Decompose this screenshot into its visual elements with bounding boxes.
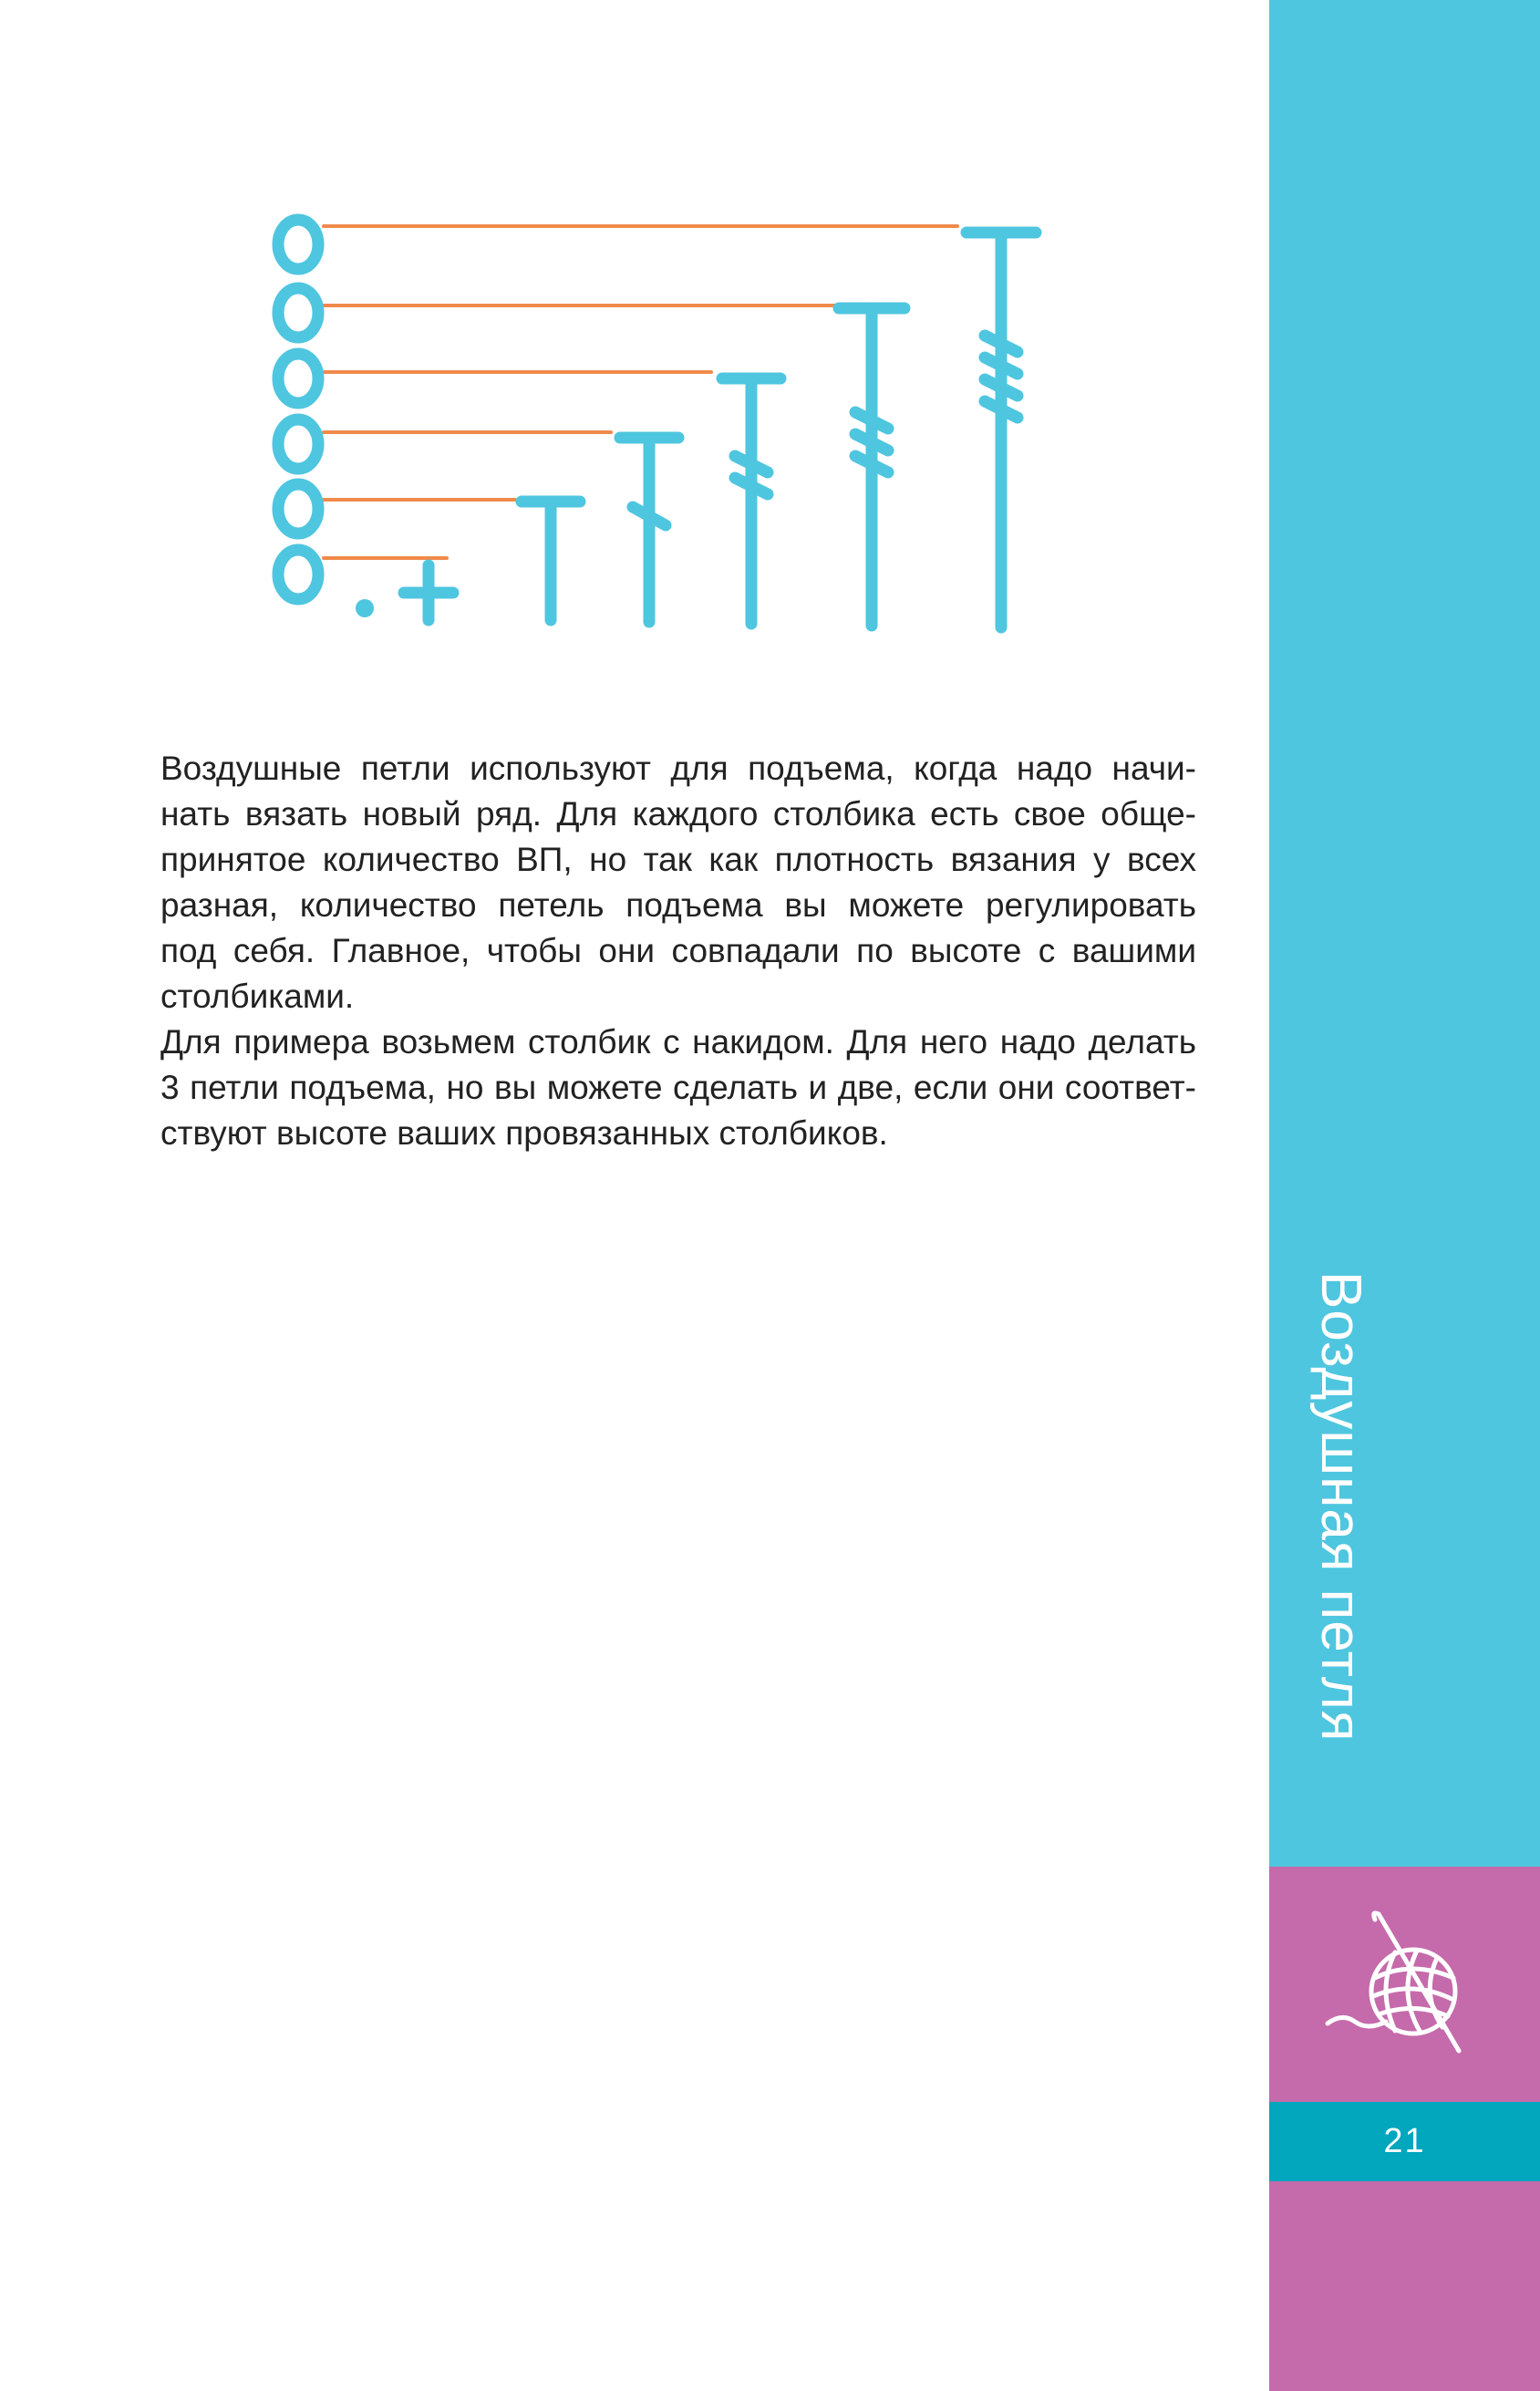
body-text (160, 746, 1196, 1156)
page-number: 21 (1383, 2122, 1426, 2160)
triple-treble-icon (966, 233, 1036, 627)
chain-loop-icon (278, 220, 318, 599)
text-line: Воздушные петли используют для подъема, когда надо начи- (160, 750, 1196, 787)
double-treble-icon (839, 308, 904, 626)
single-crochet-plus-icon (404, 565, 453, 620)
text-line: принятое количество ВП, но так как плотность вязания у всех (160, 841, 1196, 878)
chapter-title-text: Воздушная петля (1309, 1271, 1372, 1743)
text-line: разная, количество петель подъема вы можете регулировать (160, 886, 1196, 924)
text-line: ствуют высоте ваших провязанных столбиков. (160, 1114, 888, 1152)
text-line: под себя. Главное, чтобы они совпадали по высоте с вашими (160, 932, 1196, 969)
text-line: столбиками. (160, 978, 355, 1015)
text-line: Для примера возьмем столбик с накидом. Для него надо делать (160, 1023, 1196, 1061)
yarn-ball-icon (1322, 1905, 1486, 2069)
chapter-title (1309, 1271, 1372, 1837)
page-number-panel (1269, 2102, 1540, 2181)
half-double-crochet-icon (522, 502, 580, 620)
sidebar-bottom-panel (1269, 2181, 1540, 2391)
slip-stitch-dot-icon (356, 599, 374, 617)
treble-crochet-icon (722, 378, 780, 624)
sidebar-icon-panel (1269, 1867, 1540, 2102)
sidebar (1269, 0, 1540, 2391)
double-crochet-icon (620, 438, 678, 622)
text-line: 3 петли подъема, но вы можете сделать и две, если они соответ- (160, 1069, 1196, 1106)
text-line: нать вязать новый ряд. Для каждого столбика есть свое обще- (160, 795, 1196, 833)
stitch-height-diagram (255, 201, 1058, 647)
